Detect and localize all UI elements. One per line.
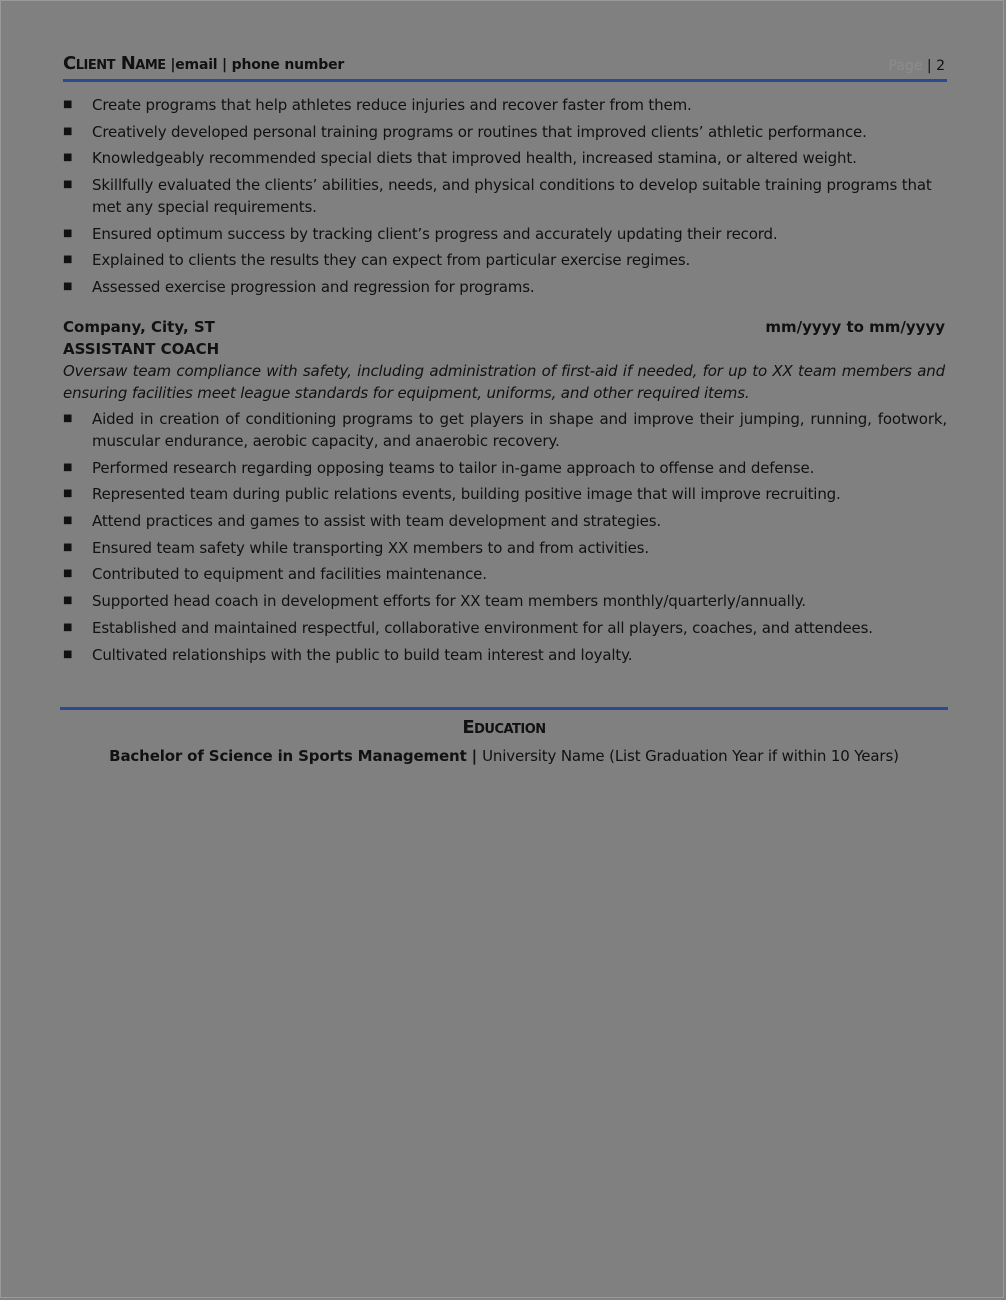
bullet-icon: ■ bbox=[63, 254, 73, 266]
bullet-text: Cultivated relationships with the public to build team interest and loyalty. bbox=[92, 645, 633, 664]
education-separator: | bbox=[466, 747, 483, 765]
bullet-icon: ■ bbox=[63, 179, 73, 191]
education-divider bbox=[60, 707, 948, 710]
employment-dates: mm/yyyy to mm/yyyy bbox=[765, 318, 945, 336]
list-item bbox=[63, 644, 947, 666]
list-item bbox=[63, 121, 947, 143]
client-name-text: Client Name bbox=[63, 53, 166, 74]
bullet-text: Skillfully evaluated the clients’ abilities, needs, and physical conditions to develop suitable training programs that met any special requirements. bbox=[92, 176, 932, 217]
list-item bbox=[63, 174, 947, 218]
job-summary: Oversaw team compliance with safety, including administration of first-aid if needed, for up to XX team members and ensuring facilities meet league standards for equipment, uniforms, and other required items. bbox=[63, 362, 945, 402]
previous-job-bullets bbox=[63, 94, 947, 303]
page-word: Page bbox=[888, 58, 923, 74]
list-item bbox=[63, 408, 947, 452]
list-item bbox=[63, 223, 947, 245]
page-number-value: 2 bbox=[936, 58, 945, 74]
bullet-icon: ■ bbox=[63, 595, 73, 607]
bullet-text: Performed research regarding opposing teams to tailor in-game approach to offense and defense. bbox=[92, 458, 815, 477]
bullet-text: Ensured optimum success by tracking client’s progress and accurately updating their record. bbox=[92, 224, 778, 243]
bullet-text: Supported head coach in development efforts for XX team members monthly/quarterly/annually. bbox=[92, 592, 806, 611]
education-heading-text: Education bbox=[462, 717, 546, 738]
bullet-text: Attend practices and games to assist with team development and strategies. bbox=[92, 512, 661, 531]
bullet-text: Creatively developed personal training programs or routines that improved clients’ athletic performance. bbox=[92, 122, 867, 141]
list-item bbox=[63, 147, 947, 169]
bullet-icon: ■ bbox=[63, 541, 73, 553]
bullet-text: Established and maintained respectful, collaborative environment for all players, coaches, and attendees. bbox=[92, 618, 873, 637]
education-heading bbox=[1, 717, 1006, 738]
bullet-icon: ■ bbox=[63, 621, 73, 633]
bullet-icon: ■ bbox=[63, 461, 73, 473]
client-contact: |email | phone number bbox=[165, 57, 345, 73]
list-item bbox=[63, 249, 947, 271]
list-item bbox=[63, 276, 947, 298]
bullet-text: Aided in creation of conditioning programs to get players in shape and improve their jumping, running, footwork, muscular endurance, aerobic capacity, and anaerobic recovery. bbox=[92, 410, 947, 450]
list-item bbox=[63, 617, 947, 639]
bullet-icon: ■ bbox=[63, 227, 73, 239]
bullet-text: Knowledgeably recommended special diets that improved health, increased stamina, or altered weight. bbox=[92, 149, 857, 168]
school: University Name (List Graduation Year if within 10 Years) bbox=[482, 747, 899, 765]
client-name bbox=[63, 53, 344, 74]
bullet-text: Ensured team safety while transporting XX members to and from activities. bbox=[92, 538, 649, 557]
bullet-text: Contributed to equipment and facilities maintenance. bbox=[92, 565, 487, 584]
bullet-text: Represented team during public relations events, building positive image that will improve recruiting. bbox=[92, 485, 841, 504]
list-item bbox=[63, 94, 947, 116]
list-item bbox=[63, 590, 947, 612]
bullet-text: Assessed exercise progression and regression for programs. bbox=[92, 278, 535, 297]
job-company-line bbox=[63, 316, 947, 338]
education-entry bbox=[1, 747, 1006, 765]
list-item bbox=[63, 483, 947, 505]
degree: Bachelor of Science in Sports Management bbox=[109, 747, 467, 765]
bullet-icon: ■ bbox=[63, 488, 73, 500]
bullet-text: Create programs that help athletes reduce injuries and recover faster from them. bbox=[92, 96, 692, 114]
bullet-icon: ■ bbox=[63, 152, 73, 164]
job-title: ASSISTANT COACH bbox=[63, 340, 220, 358]
bullet-icon: ■ bbox=[63, 648, 73, 660]
bullet-text: Explained to clients the results they can expect from particular exercise regimes. bbox=[92, 251, 691, 270]
bullet-icon: ■ bbox=[63, 515, 73, 527]
page-header bbox=[63, 53, 947, 82]
bullet-icon: ■ bbox=[63, 125, 73, 137]
bullet-icon: ■ bbox=[63, 413, 73, 424]
company-location: Company, City, ST bbox=[63, 318, 215, 336]
page-number bbox=[889, 58, 945, 74]
list-item bbox=[63, 510, 947, 532]
bullet-icon: ■ bbox=[63, 281, 73, 293]
bullet-icon: ■ bbox=[63, 568, 73, 580]
list-item bbox=[63, 537, 947, 559]
list-item bbox=[63, 457, 947, 479]
page-separator: | bbox=[922, 58, 937, 74]
list-item bbox=[63, 563, 947, 585]
job-bullets bbox=[63, 408, 947, 670]
bullet-icon: ■ bbox=[63, 99, 73, 110]
